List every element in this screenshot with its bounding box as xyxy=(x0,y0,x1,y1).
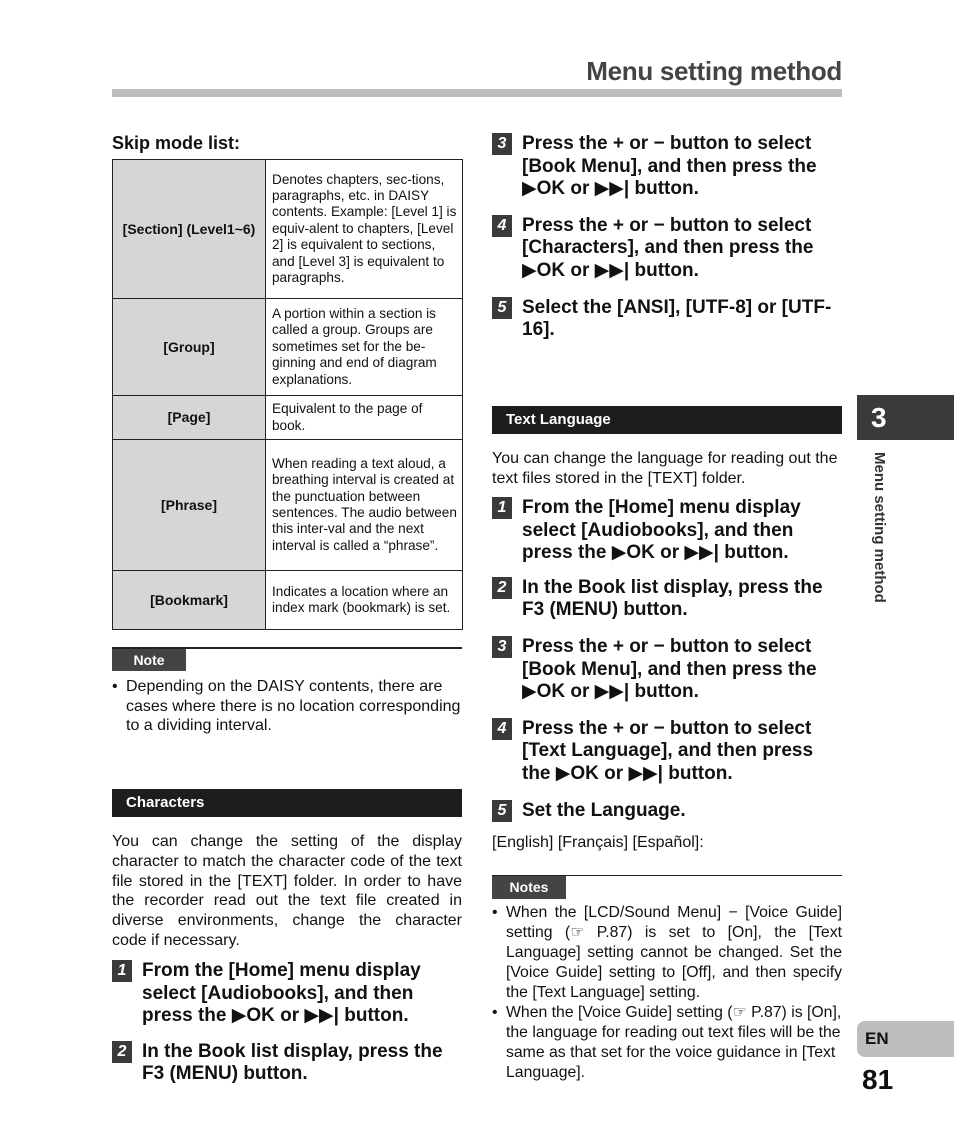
step-text: From the [Home] menu display select [Audiobooks], and then press the ▶OK or ▶▶| button. xyxy=(142,960,421,1027)
step-number: 1 xyxy=(492,497,512,519)
step-item xyxy=(492,497,842,565)
characters-steps-left xyxy=(112,960,462,1086)
step-number: 1 xyxy=(112,960,132,982)
header-rule xyxy=(112,89,842,97)
step-text: Press the + or − button to select [Text Language], and then press the ▶OK or ▶▶| button. xyxy=(522,717,814,784)
text-language-section-bar: Text Language xyxy=(492,406,842,434)
step-number: 5 xyxy=(492,297,512,319)
note-label: Note xyxy=(112,649,186,671)
notes-body xyxy=(492,903,842,1083)
page-number: 81 xyxy=(862,1064,894,1095)
notes-item: • When the [LCD/Sound Menu] − [Voice Guide] setting (☞ P.87) is set to [On], the [Text Language] setting cannot be changed. Set the [Voice Guide] setting to [Off], and then specify the [Text Language] setting. xyxy=(492,903,842,1003)
table-row xyxy=(113,160,463,299)
step-number: 3 xyxy=(492,133,512,155)
step-text: In the Book list display, press the F3 (MENU) button. xyxy=(522,576,823,621)
skip-mode-table xyxy=(112,159,463,630)
table-row xyxy=(113,571,463,630)
step-item xyxy=(492,636,842,704)
table-desc: Denotes chapters, sec-tions, paragraphs, etc. in DAISY contents. Example: [Level 1] is equiv-alent to chapters, [Level 2] is equivalent to sections, and [Level 3] is equivalent to paragraphs. xyxy=(266,160,463,299)
step-item xyxy=(492,297,842,342)
table-key: [Bookmark] xyxy=(113,571,266,630)
step-item xyxy=(492,133,842,201)
step-text: In the Book list display, press the F3 (MENU) button. xyxy=(142,1040,443,1085)
step-item xyxy=(112,1041,462,1086)
text-language-intro: You can change the language for reading out the text files stored in the [TEXT] folder. xyxy=(492,450,838,487)
notes-label: Notes xyxy=(492,876,566,899)
table-row xyxy=(113,299,463,396)
language-options: [English] [Français] [Español]: xyxy=(492,834,704,851)
step-number: 3 xyxy=(492,636,512,658)
text-language-steps xyxy=(492,497,842,822)
table-desc: When reading a text aloud, a breathing interval is created at the punctuation between sentences. The audio between this inter-val and the next interval is called a “phrase”. xyxy=(266,440,463,571)
table-row xyxy=(113,440,463,571)
skip-mode-heading: Skip mode list: xyxy=(112,133,241,153)
step-item xyxy=(492,718,842,786)
step-number: 2 xyxy=(492,577,512,599)
step-item xyxy=(492,577,842,622)
note-item: • Depending on the DAISY contents, there are cases where there is no location corresponding to a dividing interval. xyxy=(112,677,462,736)
table-desc: A portion within a section is called a group. Groups are sometimes set for the be-ginning and end of diagram explanations. xyxy=(266,299,463,396)
characters-section-bar: Characters xyxy=(112,789,462,817)
note-body xyxy=(112,677,462,736)
characters-steps-right xyxy=(492,133,842,342)
step-text: From the [Home] menu display select [Audiobooks], and then press the ▶OK or ▶▶| button. xyxy=(522,497,801,564)
page-title: Menu setting method xyxy=(586,56,842,86)
step-number: 5 xyxy=(492,800,512,822)
step-number: 4 xyxy=(492,718,512,740)
table-key: [Section] (Level1~6) xyxy=(113,160,266,299)
notes-item: • When the [Voice Guide] setting (☞ P.87) is [On], the language for reading out text files will be the same as that set for the voice guidance in [Text Language]. xyxy=(492,1003,842,1083)
table-key: [Page] xyxy=(113,396,266,440)
step-text: Set the Language. xyxy=(522,799,686,821)
table-row xyxy=(113,396,463,440)
step-text: Select the [ANSI], [UTF-8] or [UTF-16]. xyxy=(522,296,832,341)
step-item xyxy=(112,960,462,1028)
chapter-tab: 3 xyxy=(857,395,954,440)
step-text: Press the + or − button to select [Characters], and then press the ▶OK or ▶▶| button. xyxy=(522,214,814,281)
step-text: Press the + or − button to select [Book Menu], and then press the ▶OK or ▶▶| button. xyxy=(522,635,817,703)
table-desc: Equivalent to the page of book. xyxy=(266,396,463,440)
step-text: Press the + or − button to select [Book Menu], and then press the ▶OK or ▶▶| button. xyxy=(522,133,817,200)
table-desc: Indicates a location where an index mark (bookmark) is set. xyxy=(266,571,463,630)
characters-intro: You can change the setting of the display character to match the character code of the text file stored in the [TEXT] folder. In order to have the recorder read out the text file created in diverse environments, change the character code if necessary. xyxy=(112,833,462,949)
language-tab: EN xyxy=(857,1021,954,1057)
step-number: 4 xyxy=(492,215,512,237)
step-number: 2 xyxy=(112,1041,132,1063)
step-item xyxy=(492,800,842,823)
step-item xyxy=(492,215,842,283)
table-key: [Group] xyxy=(113,299,266,396)
chapter-side-label: Menu setting method xyxy=(871,452,888,603)
table-key: [Phrase] xyxy=(113,440,266,571)
